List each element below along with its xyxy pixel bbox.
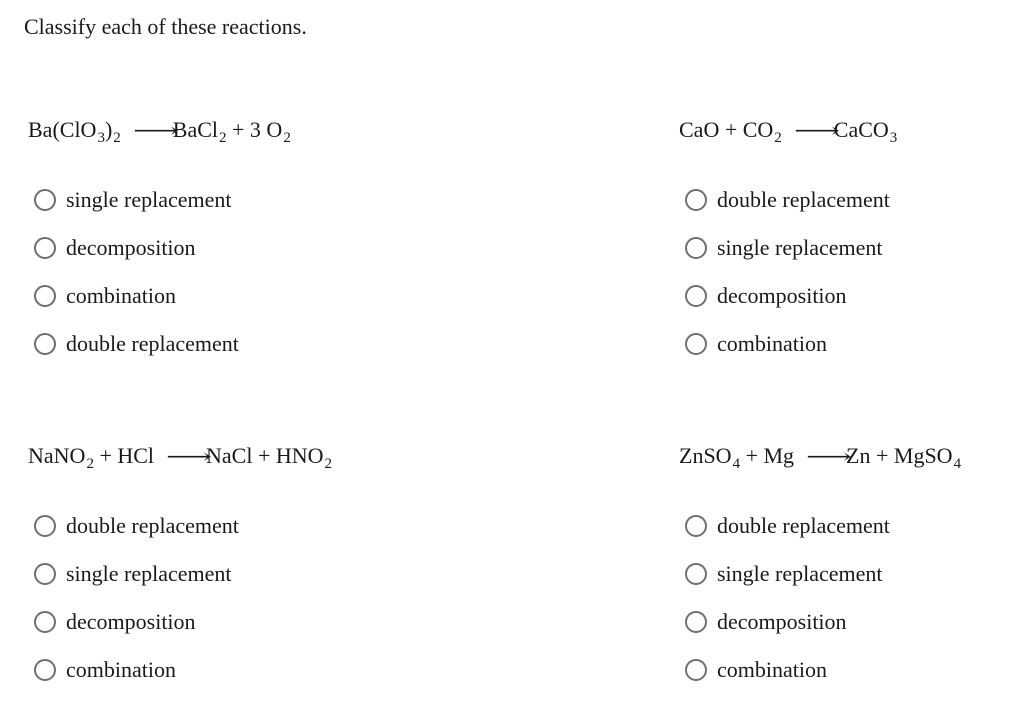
- answer-option[interactable]: [34, 176, 239, 224]
- reaction-equation: CaO + $CO_2$ ⟶CaCO$_3$: [679, 117, 898, 146]
- option-label: single replacement: [717, 235, 883, 260]
- option-label: decomposition: [66, 609, 196, 634]
- answer-option[interactable]: [685, 550, 890, 598]
- answer-options: [685, 176, 890, 368]
- answer-option[interactable]: [685, 224, 890, 272]
- radio-button[interactable]: [685, 333, 707, 355]
- radio-button[interactable]: [685, 611, 707, 633]
- radio-button[interactable]: [34, 515, 56, 537]
- answer-option[interactable]: [34, 224, 239, 272]
- option-label: combination: [66, 283, 176, 308]
- answer-option[interactable]: [685, 598, 890, 646]
- answer-option[interactable]: [34, 272, 239, 320]
- reaction-question-4: [679, 440, 1024, 682]
- answer-options: [34, 176, 239, 368]
- radio-button[interactable]: [685, 563, 707, 585]
- radio-button[interactable]: [685, 515, 707, 537]
- answer-option[interactable]: [34, 550, 239, 598]
- radio-button[interactable]: [34, 285, 56, 307]
- radio-button[interactable]: [685, 237, 707, 259]
- option-label: double replacement: [717, 187, 890, 212]
- radio-button[interactable]: [34, 237, 56, 259]
- radio-button[interactable]: [34, 189, 56, 211]
- radio-button[interactable]: [34, 611, 56, 633]
- answer-options: [34, 502, 239, 694]
- reaction-equation: $Ba(ClO_3)_2$ ⟶BaCl$_2$ + 3 $O_2$: [28, 117, 291, 146]
- radio-button[interactable]: [34, 659, 56, 681]
- option-label: double replacement: [717, 513, 890, 538]
- radio-button[interactable]: [685, 189, 707, 211]
- radio-button[interactable]: [685, 659, 707, 681]
- reaction-question-3: [28, 440, 428, 682]
- radio-button[interactable]: [34, 563, 56, 585]
- answer-option[interactable]: [685, 502, 890, 550]
- option-label: single replacement: [66, 561, 232, 586]
- radio-button[interactable]: [685, 285, 707, 307]
- reaction-question-1: [28, 114, 428, 356]
- option-label: single replacement: [66, 187, 232, 212]
- answer-option[interactable]: [34, 598, 239, 646]
- option-label: combination: [66, 657, 176, 682]
- option-label: combination: [717, 331, 827, 356]
- reaction-question-2: [679, 114, 1024, 356]
- answer-options: [685, 502, 890, 694]
- reaction-equation: NaNO$_2$ + HCl ⟶NaCl + $HNO_2$: [28, 443, 333, 472]
- option-label: decomposition: [717, 609, 847, 634]
- answer-option[interactable]: [685, 176, 890, 224]
- option-label: combination: [717, 657, 827, 682]
- option-label: decomposition: [717, 283, 847, 308]
- option-label: decomposition: [66, 235, 196, 260]
- answer-option[interactable]: [34, 646, 239, 694]
- reaction-equation: ZnSO$_4$ + Mg ⟶Zn + MgSO$_4$: [679, 443, 962, 472]
- radio-button[interactable]: [34, 333, 56, 355]
- option-label: double replacement: [66, 331, 239, 356]
- answer-option[interactable]: [685, 272, 890, 320]
- answer-option[interactable]: [685, 646, 890, 694]
- answer-option[interactable]: [34, 320, 239, 368]
- answer-option[interactable]: [685, 320, 890, 368]
- page-prompt: Classify each of these reactions.: [24, 14, 307, 39]
- answer-option[interactable]: [34, 502, 239, 550]
- option-label: single replacement: [717, 561, 883, 586]
- option-label: double replacement: [66, 513, 239, 538]
